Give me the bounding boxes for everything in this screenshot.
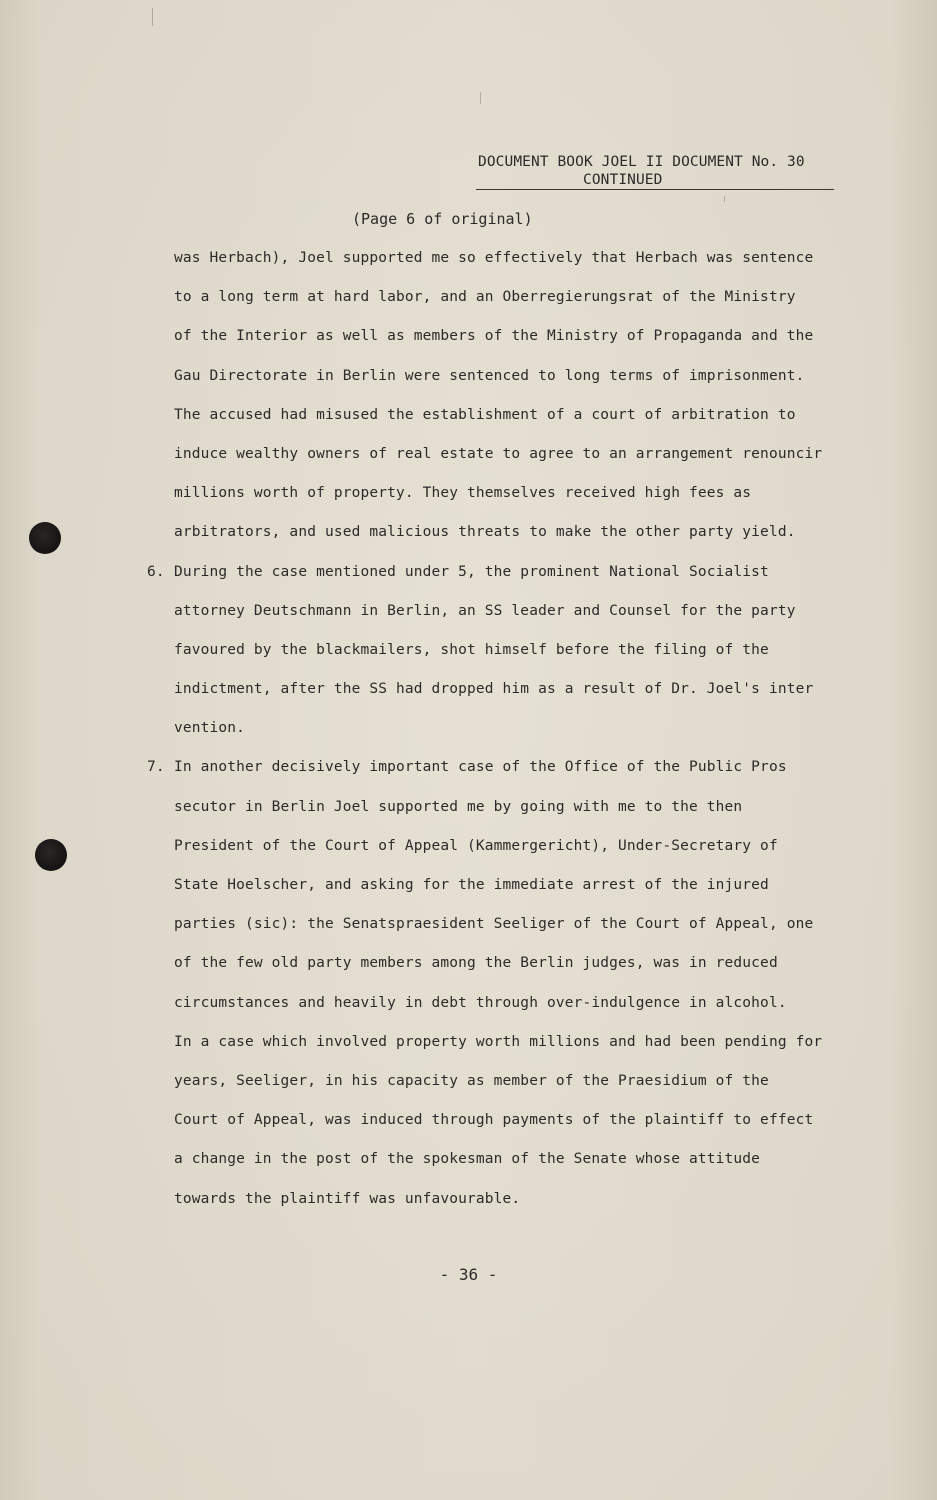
text-line — [174, 948, 884, 987]
text-line — [174, 517, 884, 556]
line-text: Court of Appeal, was induced through payments of the plaintiff to effect — [174, 1112, 814, 1129]
line-text: vention. — [174, 720, 246, 737]
page-reference: (Page 6 of original) — [352, 210, 533, 228]
line-text: of the few old party members among the Berlin judges, was in reduced — [174, 955, 778, 972]
line-text: attorney Deutschmann in Berlin, an SS leader and Counsel for the party — [174, 602, 796, 619]
line-text: indictment, after the SS had dropped him as a result of Dr. Joel's inter — [174, 681, 814, 698]
text-line — [174, 988, 884, 1027]
line-text: induce wealthy owners of real estate to agree to an arrangement renouncir — [174, 445, 823, 462]
text-line — [174, 361, 884, 400]
item-number: 7. — [147, 759, 165, 776]
text-line — [174, 831, 884, 870]
continued-label: CONTINUED — [583, 172, 663, 188]
text-line — [174, 870, 884, 909]
line-text: In another decisively important case of the Office of the Public Pros — [174, 759, 787, 776]
document-header — [478, 154, 838, 188]
scan-mark — [724, 196, 725, 202]
text-line — [174, 321, 884, 360]
punch-hole-bottom — [35, 839, 67, 871]
text-line — [174, 674, 884, 713]
line-text: circumstances and heavily in debt through over-indulgence in alcohol. — [174, 994, 787, 1011]
line-text: parties (sic): the Senatspraesident Seeliger of the Court of Appeal, one — [174, 916, 814, 933]
text-line — [174, 1105, 884, 1144]
text-line — [174, 1144, 884, 1183]
text-line — [174, 1027, 884, 1066]
line-text: was Herbach), Joel supported me so effectively that Herbach was sentence — [174, 250, 814, 266]
text-line — [174, 439, 884, 478]
text-line — [174, 909, 884, 948]
text-line — [147, 752, 884, 791]
line-text: of the Interior as well as members of the Ministry of Propaganda and the — [174, 328, 814, 345]
text-line — [174, 1066, 884, 1105]
line-text: arbitrators, and used malicious threats to make the other party yield. — [174, 524, 796, 541]
line-text: a change in the post of the spokesman of the Senate whose attitude — [174, 1151, 761, 1168]
document-title: DOCUMENT BOOK JOEL II DOCUMENT No. 30 — [478, 154, 805, 170]
text-line — [147, 557, 884, 596]
line-text: The accused had misused the establishment of a court of arbitration to — [174, 406, 796, 423]
line-text: President of the Court of Appeal (Kammergericht), Under-Secretary of — [174, 837, 778, 854]
line-text: towards the plaintiff was unfavourable. — [174, 1190, 521, 1207]
punch-hole-top — [29, 522, 61, 554]
line-text: Gau Directorate in Berlin were sentenced to long terms of imprisonment. — [174, 367, 805, 384]
body-text — [147, 243, 884, 1223]
scan-mark — [480, 92, 481, 104]
line-text: years, Seeliger, in his capacity as member of the Praesidium of the — [174, 1072, 769, 1089]
page-number: - 36 - — [439, 1265, 498, 1284]
line-text: State Hoelscher, and asking for the immediate arrest of the injured — [174, 877, 769, 893]
text-line — [174, 635, 884, 674]
text-line — [174, 713, 884, 752]
text-line — [174, 1184, 884, 1223]
line-text: favoured by the blackmailers, shot himself before the filing of the — [174, 641, 769, 658]
header-underline — [476, 189, 834, 190]
text-line — [174, 400, 884, 439]
text-line — [174, 596, 884, 635]
line-text: millions worth of property. They themselves received high fees as — [174, 485, 752, 502]
text-line — [174, 792, 884, 831]
line-text: During the case mentioned under 5, the prominent National Socialist — [174, 563, 769, 580]
item-number: 6. — [147, 563, 165, 580]
text-line — [174, 478, 884, 517]
line-text: secutor in Berlin Joel supported me by going with me to the then — [174, 798, 743, 815]
line-text: In a case which involved property worth millions and had been pending for — [174, 1033, 823, 1050]
text-line — [174, 243, 884, 282]
line-text: to a long term at hard labor, and an Oberregierungsrat of the Ministry — [174, 289, 796, 306]
scan-mark — [152, 8, 153, 26]
text-line — [174, 282, 884, 321]
